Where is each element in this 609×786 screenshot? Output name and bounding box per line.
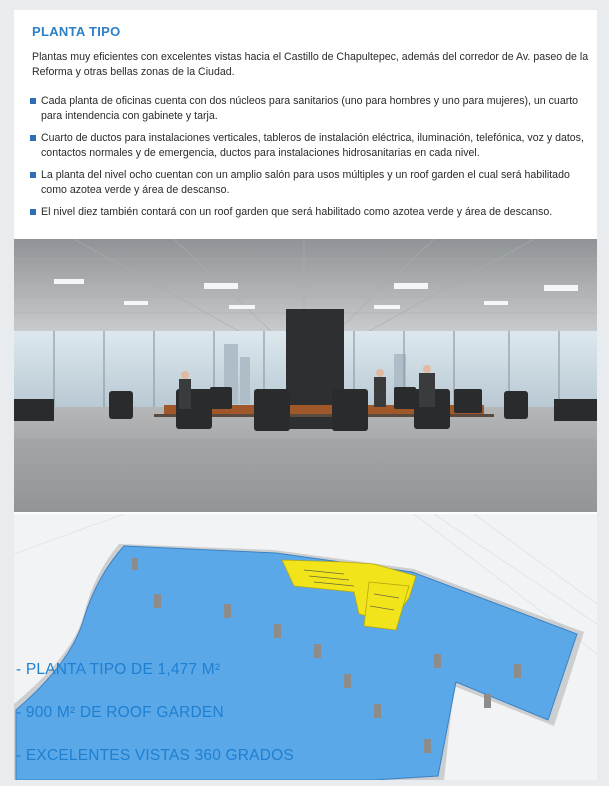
brochure-page (14, 10, 597, 780)
list-item: Cada planta de oficinas cuenta con dos núcleos para sanitarios (uno para hombres y uno para mujeres), un cuarto para intendencia con gabinete y tarja. (30, 94, 590, 124)
highlight-floor-area: - PLANTA TIPO DE 1,477 M² (16, 661, 221, 678)
bullet-square-icon (30, 135, 36, 141)
intro-paragraph: Plantas muy eficientes con excelentes vistas hacia el Castillo de Chapultepec, además del corredor de Av. paseo de la Reforma y otras bellas zonas de la Ciudad. (32, 51, 589, 78)
highlight-views: - EXCELENTES VISTAS 360 GRADOS (16, 747, 294, 764)
list-item: Cuarto de ductos para instalaciones verticales, tableros de instalación eléctrica, iluminación, telefónica, voz y datos, contactos normales y de emergencia, ductos para instalaciones hidrosanitarias en cada nivel. (30, 131, 590, 161)
features-list (30, 94, 590, 227)
highlight-roof-garden: - 900 M² DE ROOF GARDEN (16, 704, 224, 721)
list-item: El nivel diez también contará con un roof garden que será habilitado como azotea verde y área de descanso. (30, 205, 590, 220)
page-title: PLANTA TIPO (32, 24, 121, 39)
bullet-square-icon (30, 209, 36, 215)
highlights-list (16, 660, 294, 780)
bullet-square-icon (30, 172, 36, 178)
bullet-square-icon (30, 98, 36, 104)
conference-room-image (14, 239, 597, 512)
list-item: La planta del nivel ocho cuentan con un amplio salón para usos múltiples y un roof garden el cual será habilitado como azotea verde y área de descanso. (30, 168, 590, 198)
